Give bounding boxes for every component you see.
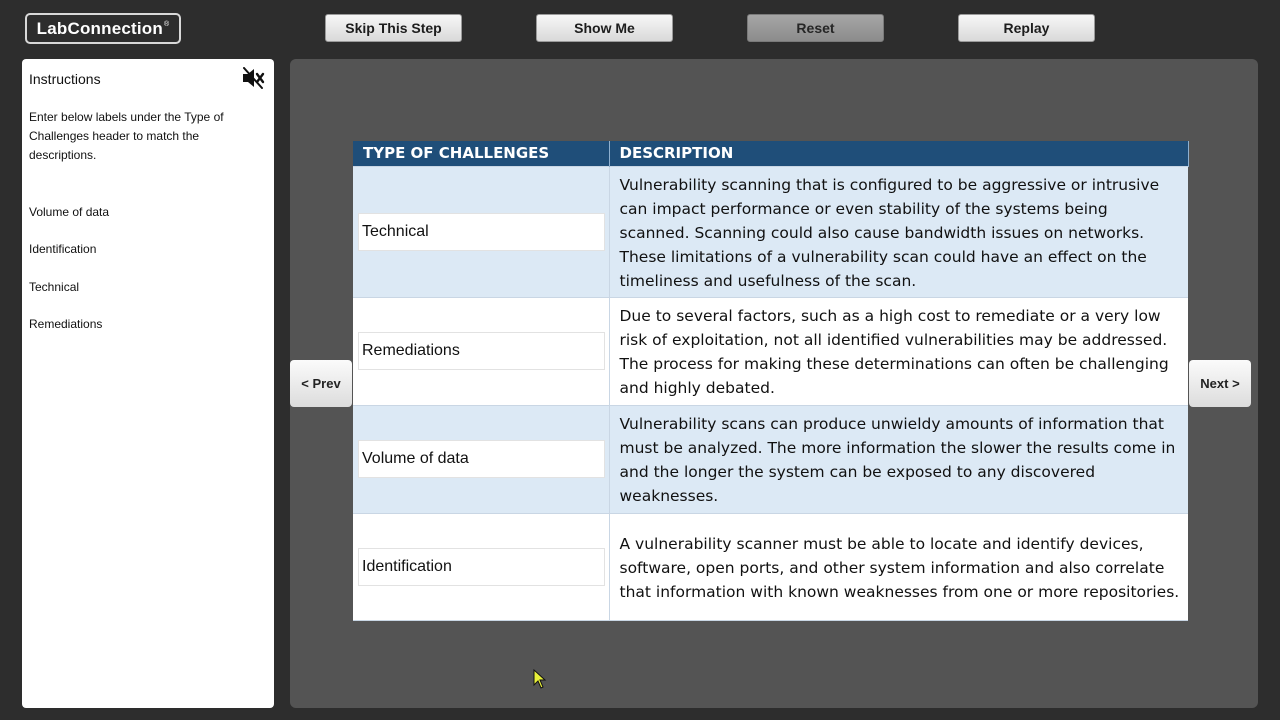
- reset-button[interactable]: Reset: [747, 14, 884, 42]
- answer-dropzone[interactable]: Identification: [358, 548, 605, 586]
- answer-cell: [353, 297, 609, 405]
- answer-cell: [353, 513, 609, 620]
- label-item[interactable]: Technical: [29, 280, 80, 294]
- skip-this-step-button[interactable]: Skip This Step: [325, 14, 462, 42]
- answer-dropzone[interactable]: Volume of data: [358, 440, 605, 478]
- label-item[interactable]: Volume of data: [29, 205, 110, 219]
- instructions-panel: [22, 59, 274, 708]
- description-cell: Vulnerability scanning that is configured to be aggressive or intrusive can impact performance or even stability of the systems being scanned. Scanning could also cause bandwidth issues on networks. These limitations of a vulnerability scan could have an effect on the timeliness and usefulness of the scan.: [609, 166, 1188, 297]
- next-button[interactable]: Next >: [1189, 360, 1251, 407]
- instructions-text: Enter below labels under the Type of Challenges header to match the descriptions.: [29, 110, 224, 162]
- answer-dropzone[interactable]: Remediations: [358, 332, 605, 370]
- description-cell: Vulnerability scans can produce unwieldy amounts of information that must be analyzed. The more information the slower the results come in and the longer the system can be exposed to any discovered weaknesses.: [609, 405, 1188, 513]
- mouse-pointer-icon: [533, 669, 547, 689]
- answer-dropzone[interactable]: Technical: [358, 213, 605, 251]
- instructions-title: Instructions: [29, 71, 101, 87]
- description-cell: A vulnerability scanner must be able to locate and identify devices, software, open ports, and other system information and also correlate that information with known weaknesses from one or more repositories.: [609, 513, 1188, 620]
- header-type-of-challenges: TYPE OF CHALLENGES: [353, 141, 609, 166]
- answer-cell: [353, 405, 609, 513]
- registered-mark: ®: [163, 21, 170, 28]
- description-cell: Due to several factors, such as a high cost to remediate or a very low risk of exploitation, not all identified vulnerabilities may be addressed. The process for making these determinations can often be challenging and highly debated.: [609, 297, 1188, 405]
- labconnection-logo: [25, 13, 181, 44]
- show-me-button[interactable]: Show Me: [536, 14, 673, 42]
- speaker-muted-icon[interactable]: [241, 67, 265, 89]
- prev-button[interactable]: < Prev: [290, 360, 352, 407]
- challenges-table: [353, 141, 1189, 621]
- answer-cell: [353, 166, 609, 297]
- label-item[interactable]: Remediations: [29, 317, 103, 331]
- table-row: [353, 166, 1188, 297]
- table-row: [353, 297, 1188, 405]
- label-item[interactable]: Identification: [29, 242, 97, 256]
- table-row: [353, 513, 1188, 620]
- replay-button[interactable]: Replay: [958, 14, 1095, 42]
- header-description: DESCRIPTION: [609, 141, 1188, 166]
- logo-text: LabConnection: [36, 18, 163, 38]
- table-row: [353, 405, 1188, 513]
